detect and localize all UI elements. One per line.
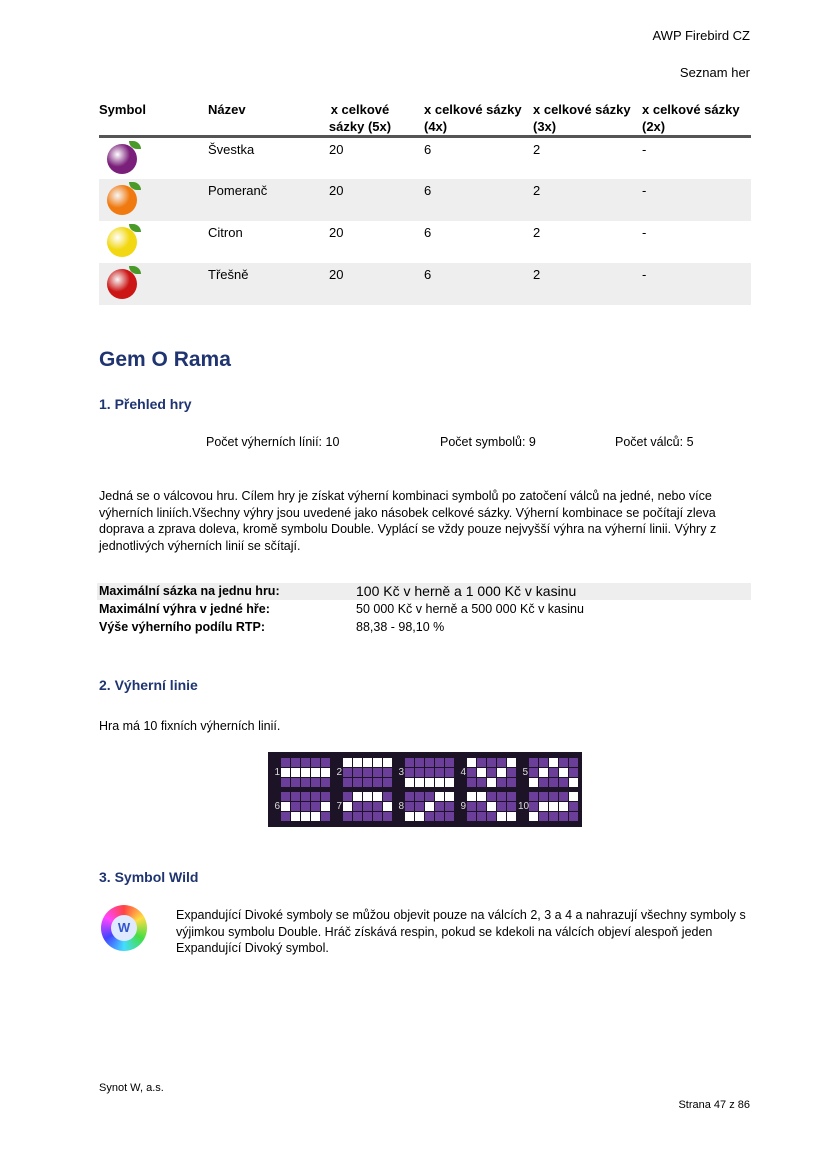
- payline-cell: [467, 812, 476, 821]
- payline-cell: [539, 802, 548, 811]
- payline-cell: [301, 758, 310, 767]
- payline-cell: [425, 758, 434, 767]
- payline-cell: [363, 802, 372, 811]
- payline-cell: [569, 758, 578, 767]
- payline-cell: [497, 778, 506, 787]
- payline-cell: [373, 758, 382, 767]
- payline-cell: [353, 778, 362, 787]
- payline-number: 5: [522, 766, 528, 778]
- max-bet-row: [97, 583, 751, 600]
- payline-cell: [301, 768, 310, 777]
- payline-cell: [383, 792, 392, 801]
- payline-cell: [415, 812, 424, 821]
- reels-count: Počet válců: 5: [615, 435, 694, 449]
- payline-cell: [363, 768, 372, 777]
- payline-cell: [301, 812, 310, 821]
- payline-cell: [405, 758, 414, 767]
- payline-cell: [445, 778, 454, 787]
- payline-cell: [405, 792, 414, 801]
- payline-cell: [507, 768, 516, 777]
- payline-cell: [383, 768, 392, 777]
- cherry-icon: [107, 269, 137, 299]
- payline-cell: [559, 778, 568, 787]
- payline-5: [518, 755, 580, 790]
- game-title: Gem O Rama: [99, 348, 231, 371]
- payline-cell: [363, 758, 372, 767]
- value-x2: -: [642, 142, 647, 157]
- payline-cell: [477, 802, 486, 811]
- payline-cell: [487, 812, 496, 821]
- payline-cell: [363, 792, 372, 801]
- value-x2: -: [642, 263, 751, 305]
- payline-cell: [373, 768, 382, 777]
- payline-cell: [383, 802, 392, 811]
- symbol-table: [99, 101, 751, 305]
- col-x3: x celkové sázky (3x): [533, 101, 642, 137]
- payline-cell: [549, 802, 558, 811]
- payline-cell: [405, 768, 414, 777]
- section-overview: 1. Přehled hry: [99, 396, 192, 412]
- payline-cell: [291, 768, 300, 777]
- symbol-cell: [99, 179, 208, 221]
- payline-cell: [405, 802, 414, 811]
- payline-cell: [549, 768, 558, 777]
- payline-cell: [507, 812, 516, 821]
- payline-cell: [549, 792, 558, 801]
- payline-cell: [507, 778, 516, 787]
- payline-cell: [445, 792, 454, 801]
- payline-cell: [539, 792, 548, 801]
- payline-cell: [435, 812, 444, 821]
- payline-cell: [363, 812, 372, 821]
- payline-cell: [539, 758, 548, 767]
- wild-symbol-icon: [101, 905, 147, 951]
- payline-cell: [343, 778, 352, 787]
- payline-cell: [343, 768, 352, 777]
- payline-cell: [291, 792, 300, 801]
- payline-cell: [415, 802, 424, 811]
- payline-cell: [467, 802, 476, 811]
- payline-cell: [405, 778, 414, 787]
- table-row: [99, 221, 751, 263]
- value-x4: 6: [424, 179, 533, 221]
- value-x2: -: [642, 179, 751, 221]
- payline-cell: [445, 802, 454, 811]
- payline-4: [456, 755, 518, 790]
- payline-number: 4: [460, 766, 466, 778]
- payline-cell: [539, 812, 548, 821]
- payline-cell: [291, 812, 300, 821]
- payline-cell: [435, 778, 444, 787]
- payline-1: [270, 755, 332, 790]
- symbol-name: Pomeranč: [208, 179, 316, 221]
- max-win-row: [97, 601, 751, 618]
- payline-cell: [477, 768, 486, 777]
- payline-cell: [507, 792, 516, 801]
- rtp-row: [97, 619, 751, 636]
- payline-cell: [467, 792, 476, 801]
- symbol-cell: [99, 221, 208, 263]
- payline-cell: [415, 758, 424, 767]
- paylines-image: [268, 752, 582, 827]
- payline-cell: [569, 768, 578, 777]
- payline-cell: [549, 812, 558, 821]
- payline-cell: [569, 812, 578, 821]
- payline-cell: [353, 758, 362, 767]
- payline-cell: [435, 758, 444, 767]
- payline-cell: [281, 768, 290, 777]
- payline-cell: [415, 778, 424, 787]
- payline-cell: [311, 792, 320, 801]
- payline-cell: [363, 778, 372, 787]
- payline-10: [518, 790, 580, 825]
- payline-cell: [311, 812, 320, 821]
- symbols-count: Počet symbolů: 9: [440, 435, 536, 449]
- payline-cell: [539, 778, 548, 787]
- payline-cell: [353, 792, 362, 801]
- payline-cell: [477, 778, 486, 787]
- payline-cell: [477, 792, 486, 801]
- section-wild: 3. Symbol Wild: [99, 869, 199, 885]
- payline-6: [270, 790, 332, 825]
- payline-cell: [569, 792, 578, 801]
- max-bet-value: 100 Kč v herně a 1 000 Kč v kasinu: [356, 583, 577, 599]
- payline-cell: [353, 768, 362, 777]
- payline-cell: [445, 758, 454, 767]
- value-x3: 2: [533, 179, 642, 221]
- symbol-name: Třešně: [208, 263, 316, 305]
- payline-cell: [549, 758, 558, 767]
- payline-8: [394, 790, 456, 825]
- payline-cell: [311, 758, 320, 767]
- payline-cell: [559, 758, 568, 767]
- payline-number: 6: [274, 801, 280, 813]
- payline-cell: [569, 778, 578, 787]
- payline-cell: [291, 802, 300, 811]
- payline-cell: [425, 792, 434, 801]
- table-row: [99, 179, 751, 221]
- max-win-value: 50 000 Kč v herně a 500 000 Kč v kasinu: [356, 602, 584, 616]
- symbol-cell: [99, 263, 208, 305]
- payline-cell: [539, 768, 548, 777]
- payline-number: 8: [398, 801, 404, 813]
- payline-cell: [507, 758, 516, 767]
- header-section: Seznam her: [679, 65, 750, 80]
- col-x2: x celkové sázky (2x): [642, 101, 751, 137]
- payline-cell: [291, 758, 300, 767]
- lines-count: Počet výherních línií: 10: [206, 435, 340, 449]
- payline-number: 1: [274, 766, 280, 778]
- payline-cell: [467, 778, 476, 787]
- payline-cell: [405, 812, 414, 821]
- rtp-value: 88,38 - 98,10 %: [356, 620, 445, 634]
- payline-cell: [425, 802, 434, 811]
- payline-cell: [281, 778, 290, 787]
- payline-cell: [281, 812, 290, 821]
- payline-cell: [373, 812, 382, 821]
- value-x3: 2: [533, 142, 541, 157]
- value-x4: 6: [424, 142, 432, 157]
- payline-cell: [425, 812, 434, 821]
- payline-cell: [559, 812, 568, 821]
- section-paylines: 2. Výherní linie: [99, 677, 198, 693]
- payline-cell: [343, 812, 352, 821]
- payline-cell: [373, 802, 382, 811]
- payline-cell: [497, 802, 506, 811]
- payline-cell: [487, 802, 496, 811]
- payline-cell: [487, 768, 496, 777]
- symbol-name: Švestka: [208, 142, 255, 157]
- payline-cell: [497, 792, 506, 801]
- value-x5: 20: [316, 263, 424, 305]
- symbol-cell: [99, 137, 208, 179]
- payline-cell: [467, 768, 476, 777]
- payline-cell: [497, 812, 506, 821]
- payline-cell: [569, 802, 578, 811]
- col-name: Název: [208, 101, 316, 137]
- value-x3: 2: [533, 263, 642, 305]
- payline-cell: [321, 758, 330, 767]
- payline-cell: [321, 812, 330, 821]
- payline-number: 2: [336, 766, 342, 778]
- payline-cell: [445, 812, 454, 821]
- payline-cell: [477, 758, 486, 767]
- payline-cell: [529, 812, 538, 821]
- payline-cell: [321, 792, 330, 801]
- payline-cell: [445, 768, 454, 777]
- payline-cell: [311, 802, 320, 811]
- col-x4: x celkové sázky (4x): [424, 101, 533, 137]
- payline-cell: [281, 792, 290, 801]
- payline-cell: [425, 778, 434, 787]
- payline-cell: [497, 768, 506, 777]
- payline-cell: [353, 812, 362, 821]
- table-row: [99, 137, 751, 179]
- payline-cell: [435, 792, 444, 801]
- game-description: Jedná se o válcovou hru. Cílem hry je získat výherní kombinaci symbolů po zatočení válců na jedné, nebo více výherních liniích.Všechny výhry jsou uvedené jako násobek celkové sázky. Výherní kombinace se počítají zleva doprava a zprava doleva, kromě symbolu Double. Vyplácí se vždy pouze nejvyšší výhra na výherní linii. Výhry z jednotlivých výherních linií se sčítají.: [99, 489, 717, 553]
- payline-cell: [321, 802, 330, 811]
- payline-cell: [529, 758, 538, 767]
- payline-cell: [311, 768, 320, 777]
- payline-2: [332, 755, 394, 790]
- payline-cell: [301, 802, 310, 811]
- payline-cell: [383, 812, 392, 821]
- payline-cell: [383, 758, 392, 767]
- payline-cell: [343, 758, 352, 767]
- value-x2: -: [642, 224, 647, 240]
- payline-7: [332, 790, 394, 825]
- payline-cell: [425, 768, 434, 777]
- payline-cell: [353, 802, 362, 811]
- payline-number: 7: [336, 801, 342, 813]
- payline-cell: [497, 758, 506, 767]
- max-win-label: Maximální výhra v jedné hře:: [99, 602, 270, 616]
- payline-cell: [281, 758, 290, 767]
- value-x4: 6: [424, 224, 432, 240]
- payline-cell: [487, 792, 496, 801]
- footer-company: Synot W, a.s.: [99, 1082, 164, 1094]
- rtp-label: Výše výherního podílu RTP:: [99, 620, 265, 634]
- payline-cell: [291, 778, 300, 787]
- payline-cell: [415, 792, 424, 801]
- payline-cell: [549, 778, 558, 787]
- payline-cell: [559, 792, 568, 801]
- payline-cell: [311, 778, 320, 787]
- value-x3: 2: [533, 224, 541, 240]
- payline-cell: [559, 802, 568, 811]
- payline-cell: [487, 778, 496, 787]
- payline-9: [456, 790, 518, 825]
- payline-cell: [435, 802, 444, 811]
- table-row: [99, 263, 751, 305]
- paylines-text: Hra má 10 fixních výherních linií.: [99, 719, 281, 733]
- plum-icon: [107, 144, 137, 174]
- value-x5: 20: [316, 179, 424, 221]
- payline-number: 3: [398, 766, 404, 778]
- header-company: AWP Firebird CZ: [652, 28, 750, 43]
- payline-cell: [321, 768, 330, 777]
- payline-cell: [343, 802, 352, 811]
- payline-cell: [373, 778, 382, 787]
- col-symbol: Symbol: [99, 101, 208, 137]
- payline-cell: [477, 812, 486, 821]
- payline-number: 9: [460, 801, 466, 813]
- payline-cell: [529, 802, 538, 811]
- symbol-name: Citron: [208, 224, 243, 240]
- table-header-row: [99, 101, 751, 137]
- payline-cell: [301, 792, 310, 801]
- payline-cell: [343, 792, 352, 801]
- payline-cell: [529, 778, 538, 787]
- wild-text: Expandující Divoké symboly se můžou objevit pouze na válcích 2, 3 a 4 a nahrazují všechny symboly s výjimkou symbolu Double. Hráč získává respin, pokud se kdekoli na válcích objeví alespoň jeden Expandující Divoký symbol.: [176, 908, 746, 955]
- payline-cell: [435, 768, 444, 777]
- payline-cell: [529, 768, 538, 777]
- payline-cell: [529, 792, 538, 801]
- value-x5: 20: [329, 224, 344, 240]
- orange-icon: [107, 185, 137, 215]
- payline-cell: [467, 758, 476, 767]
- payline-cell: [415, 768, 424, 777]
- payline-cell: [281, 802, 290, 811]
- max-bet-label: Maximální sázka na jednu hru:: [99, 584, 280, 598]
- payline-cell: [373, 792, 382, 801]
- payline-cell: [507, 802, 516, 811]
- payline-number: 10: [518, 801, 530, 813]
- wild-glyph: W: [111, 915, 137, 941]
- payline-cell: [559, 768, 568, 777]
- payline-cell: [321, 778, 330, 787]
- value-x5: 20: [329, 142, 344, 157]
- payline-cell: [301, 778, 310, 787]
- footer-page: Strana 47 z 86: [678, 1099, 750, 1111]
- payline-cell: [487, 758, 496, 767]
- col-x5: x celkové sázky (5x): [316, 101, 424, 137]
- payline-3: [394, 755, 456, 790]
- lemon-icon: [107, 227, 137, 257]
- payline-cell: [383, 778, 392, 787]
- value-x4: 6: [424, 263, 533, 305]
